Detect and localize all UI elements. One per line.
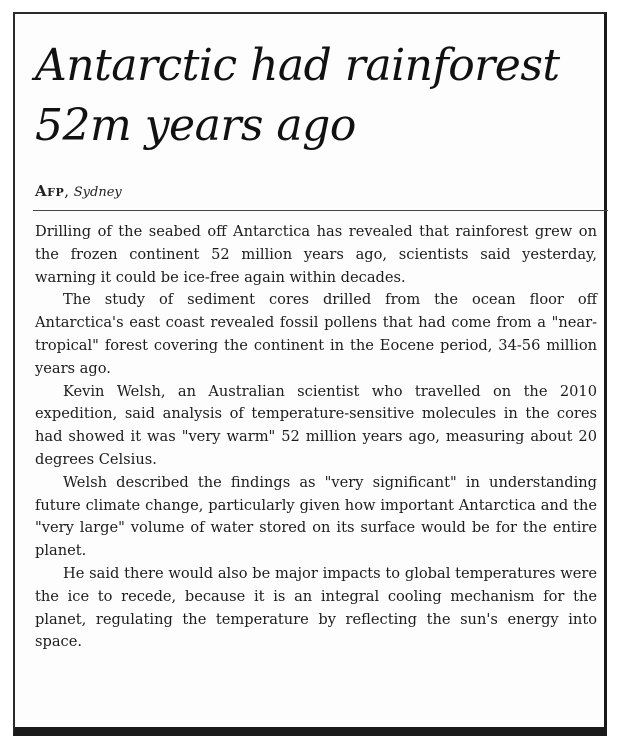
paragraph-4: Welsh described the findings as "very significant" in understanding future climate change, particularly given how important Antarctica and the "very large" volume of water stored on its surface would be for the entire planet. (35, 473, 597, 560)
article-body (35, 221, 597, 654)
byline (35, 182, 122, 200)
headline-line-1: Antarctic had rainforest (35, 40, 560, 91)
headline-line-2: 52m years ago (35, 100, 356, 151)
paragraph-5: He said there would also be major impacts to global temperatures were the ice to recede, because it is an integral cooling mechanism for the planet, regulating the temperature by reflecting the sun's energy into space. (35, 564, 597, 651)
byline-agency: Afp (35, 182, 65, 200)
byline-rule (33, 210, 608, 211)
byline-location: Sydney (73, 185, 122, 200)
paragraph-1: Drilling of the seabed off Antarctica has revealed that rainforest grew on the frozen continent 52 million years ago, scientists said yesterday, warning it could be ice-free again within decades. (35, 223, 597, 286)
byline-separator: , (64, 182, 74, 200)
headline (35, 36, 595, 156)
article-frame (13, 12, 607, 736)
paragraph-2: The study of sediment cores drilled from the ocean floor off Antarctica's east coast revealed fossil pollens that had come from a "near-tropical" forest covering the continent in the Eocene period, 34-56 million years ago. (35, 291, 597, 377)
paragraph-3: Kevin Welsh, an Australian scientist who travelled on the 2010 expedition, said analysis of temperature-sensitive molecules in the cores had showed it was "very warm" 52 million years ago, measuring about 20 degrees Celsius. (35, 382, 597, 468)
